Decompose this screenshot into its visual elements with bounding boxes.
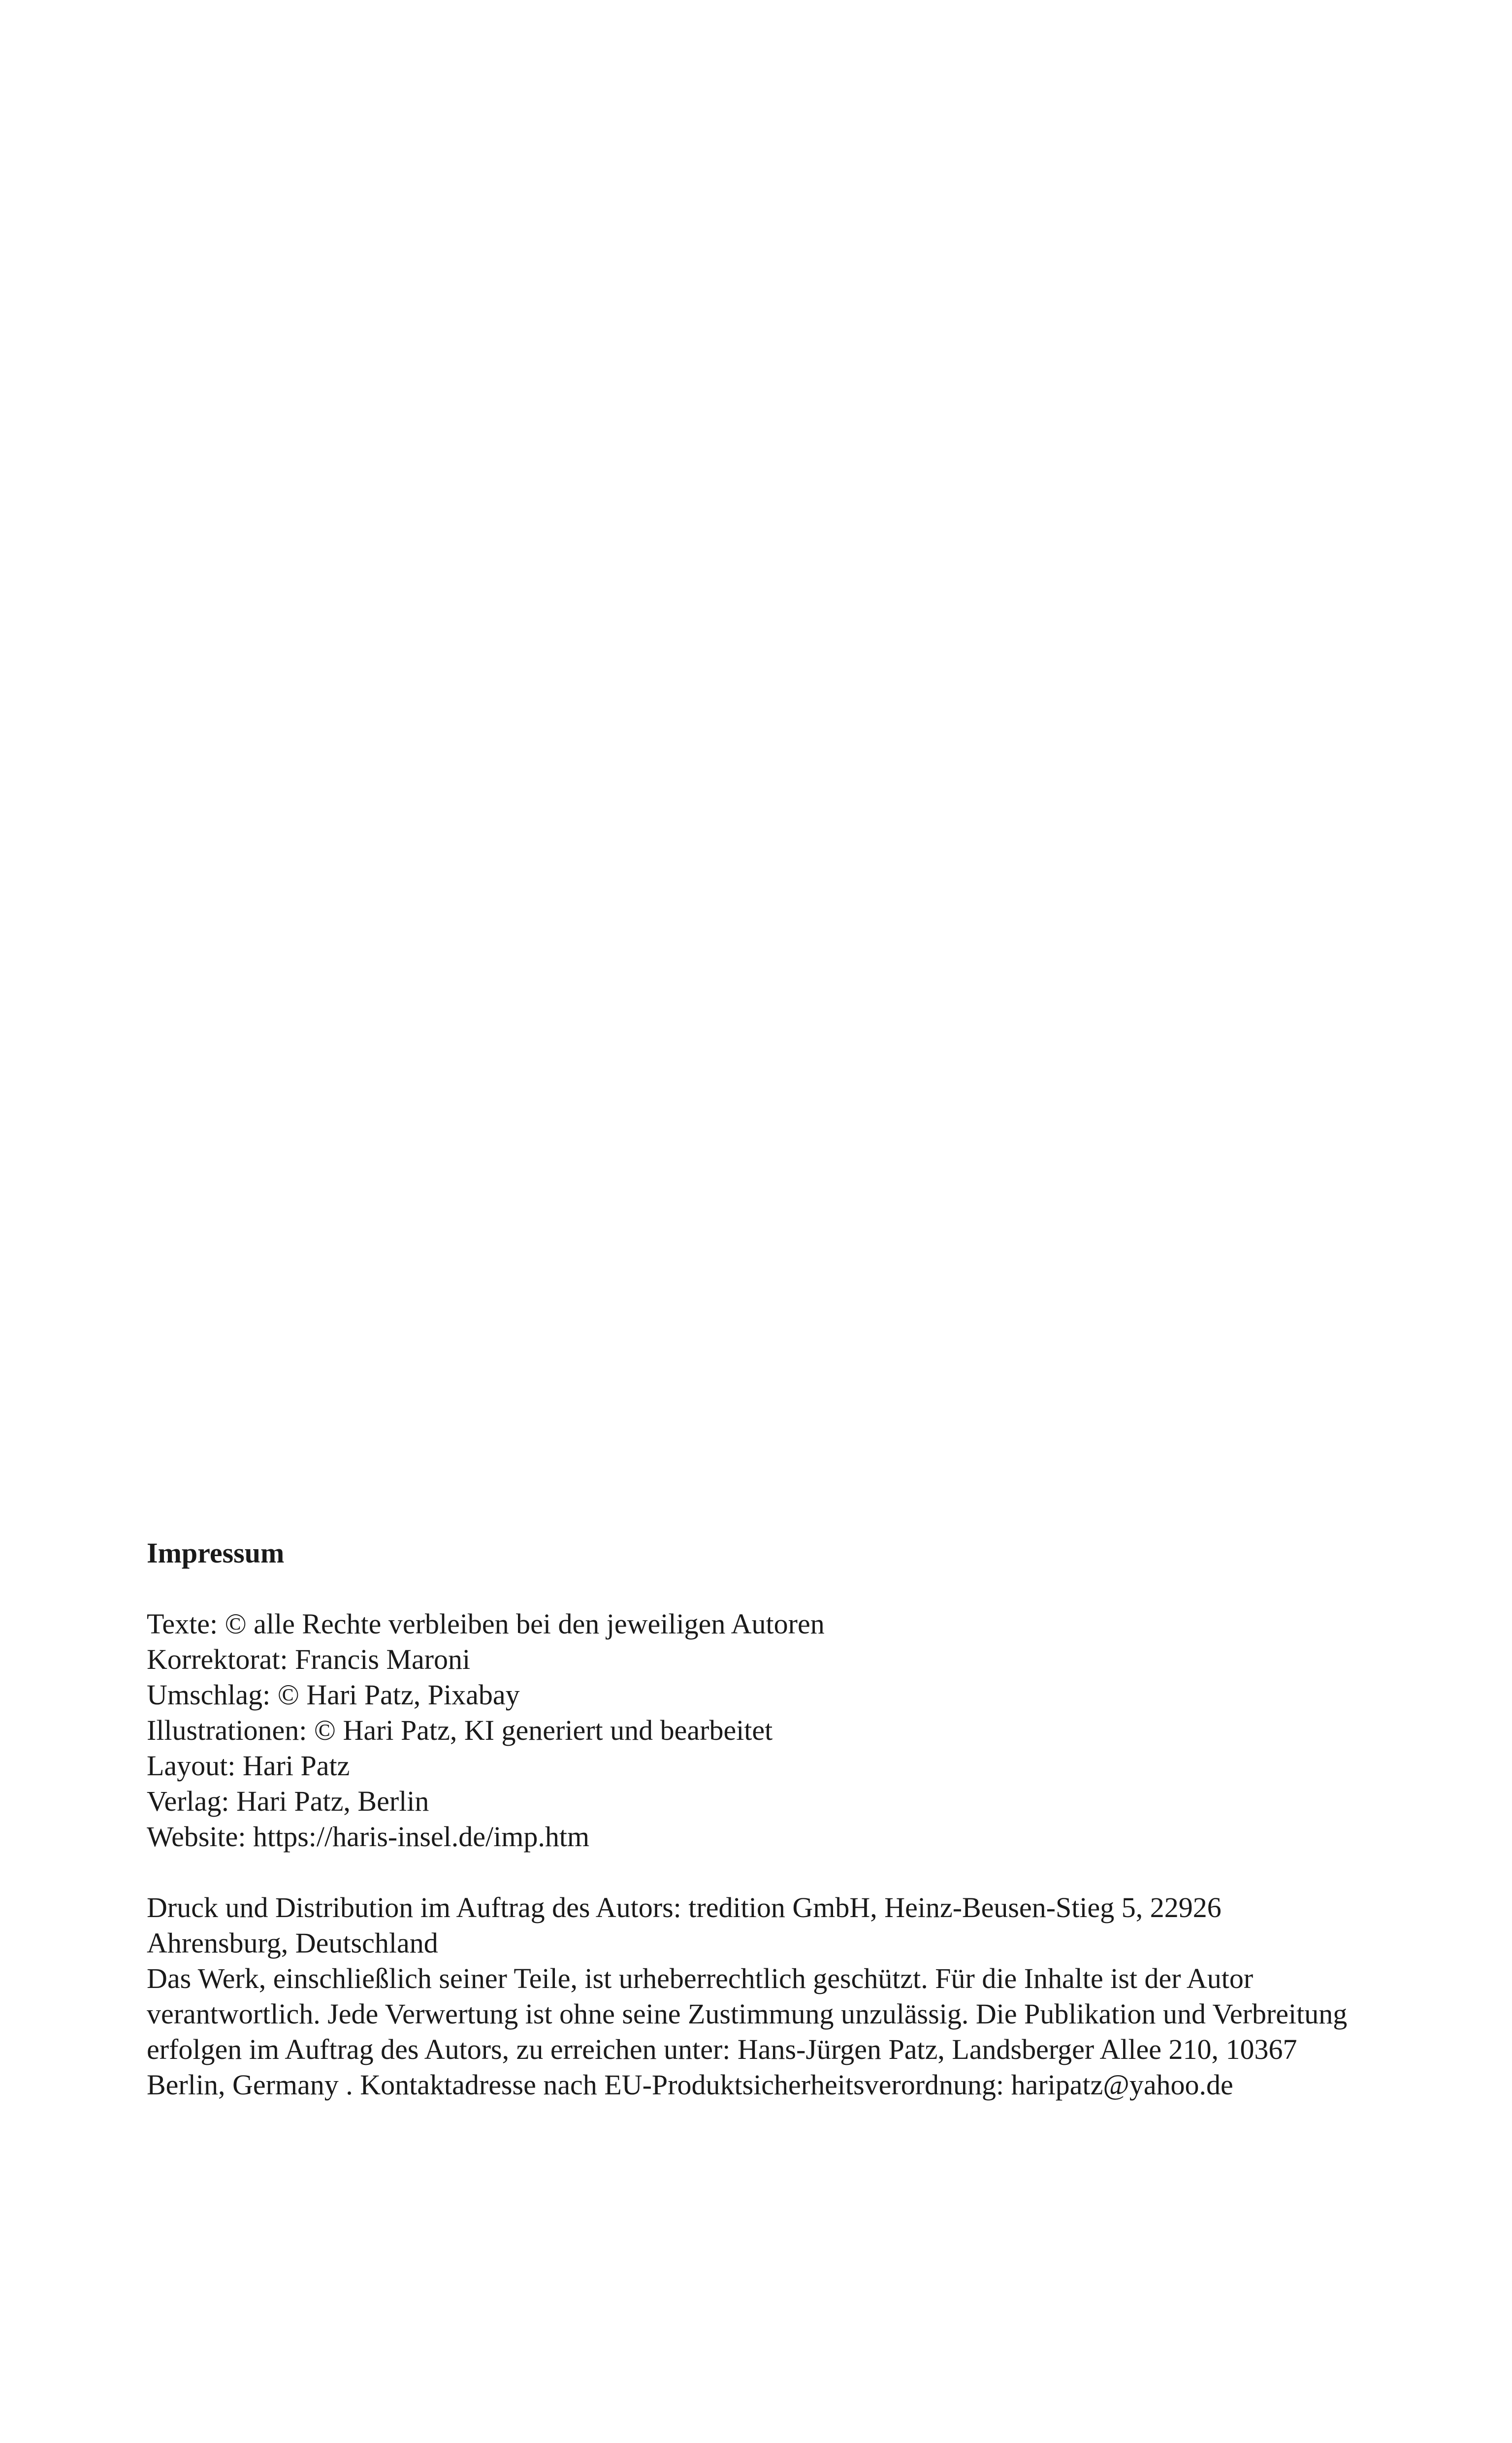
credit-website: Website: https://haris-insel.de/imp.htm [147,1821,590,1853]
credit-proofreading: Korrektorat: Francis Maroni [147,1643,471,1675]
credit-layout: Layout: Hari Patz [147,1750,350,1782]
imprint-heading: Impressum [147,1537,285,1569]
credit-cover: Umschlag: © Hari Patz, Pixabay [147,1679,520,1711]
credits-list [147,1606,1368,1855]
imprint-section [147,1535,1368,2103]
credit-illustrations: Illustrationen: © Hari Patz, KI generiert und bearbeitet [147,1714,773,1746]
print-distribution-note: Druck und Distribution im Auftrag des Autors: tredition GmbH, Heinz-Beusen-Stieg 5, 22926 Ahrensburg, Deutschland [147,1891,1222,1959]
credit-publisher: Verlag: Hari Patz, Berlin [147,1785,429,1817]
credit-texts: Texte: © alle Rechte verbleiben bei den jeweiligen Autoren [147,1608,825,1640]
copyright-notice: Das Werk, einschließlich seiner Teile, ist urheberrechtlich geschützt. Für die Inhalte ist der Autor verantwortlich. Jede Verwertung ist ohne seine Zustimmung unzulässig. Die Publikation und Verbreitung erfolgen im Auftrag des Autors, zu erreichen unter: Hans-Jürgen Patz, Landsberger Allee 210, 10367 Berlin, Germany . Kontaktadresse nach EU-Produktsicherheitsverordnung: haripatz@yahoo.de [147,1962,1348,2101]
